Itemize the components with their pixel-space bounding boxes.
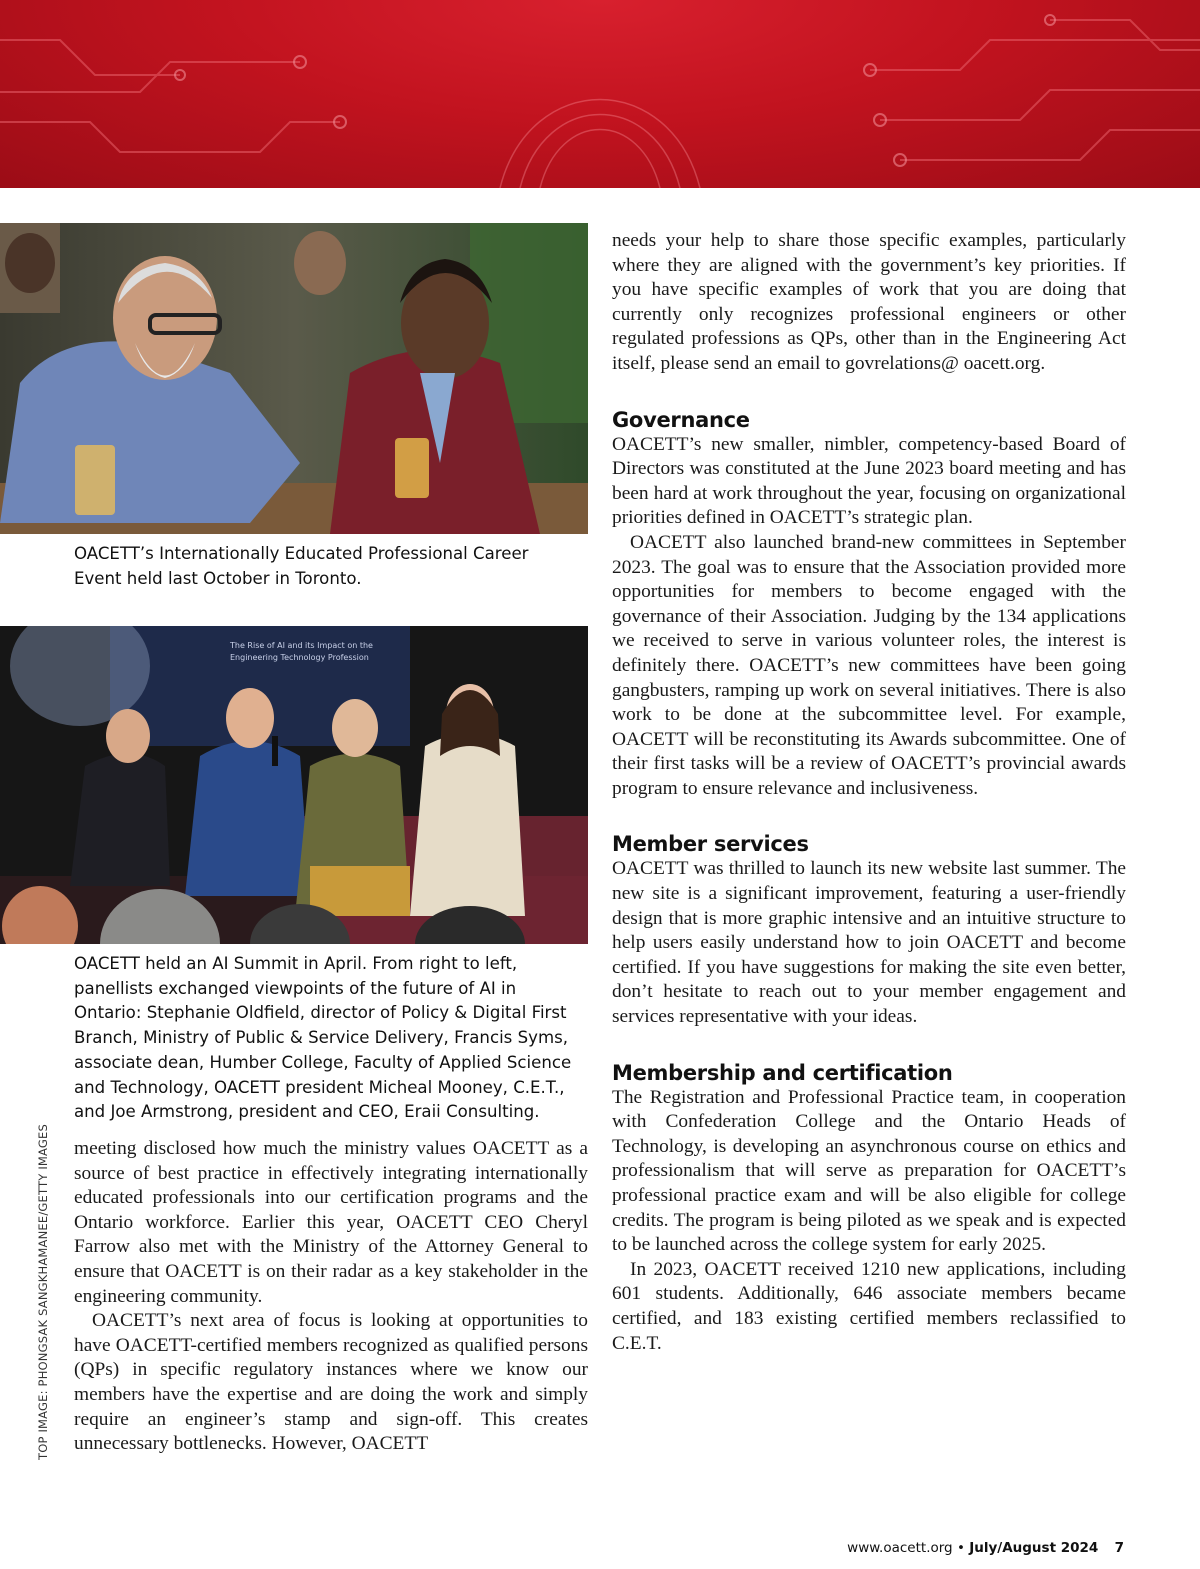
circuit-pattern-graphic bbox=[0, 0, 1200, 188]
career-event-caption: OACETT’s Internationally Educated Professional Career Event held last October in Toronto. bbox=[74, 544, 529, 588]
ai-summit-photo bbox=[0, 626, 588, 944]
photo-credit: TOP IMAGE: PHONGSAK SANGKHAMANEE/GETTY IMAGES bbox=[36, 1124, 50, 1460]
governance-paragraph-2: OACETT also launched brand-new committees in September 2023. The goal was to ensure that the Association provided more opportunities for members to become engaged with the governance of their Association. Judging by the 134 applications we received to serve in various volunteer roles, the interest is definitely there. OACETT’s new committees have been going gangbusters, ramping up work on several initiatives. There is also work to be done at the subcommittee level. For example, OACETT will be reconstituting its Awards subcommittee. One of their first tasks will be a review of OACETT’s provincial awards program to ensure relevance and inclusiveness. bbox=[612, 531, 1126, 799]
ai-summit-caption: OACETT held an AI Summit in April. From right to left, panellists exchanged viewpoints of the future of AI in Ontario: Stephanie Oldfield, director of Policy & Digital First Branch, Ministry of Public & Service Delivery, Francis Syms, associate dean, Humber College, Faculty of Applied Science and Technology, OACETT president Micheal Mooney, C.E.T., and Joe Armstrong, president and CEO, Eraii Consulting. bbox=[74, 954, 572, 1122]
right-intro-paragraph: needs your help to share those specific examples, particularly where they are aligned with the government’s key priorities. If you have specific examples of work that you are doing that currently only recognizes professional engineers or other regulated professions as QPs, other than in the Engineering Act itself, please send an email to govrelations@ oacett.org. bbox=[612, 230, 1126, 374]
member-services-heading: Member services bbox=[612, 832, 809, 857]
left-column-text bbox=[74, 1137, 588, 1457]
footer-separator: • bbox=[956, 1540, 965, 1556]
left-paragraph-2: OACETT’s next area of focus is looking at opportunities to have OACETT-certified members recognized as qualified persons (QPs) in specific regulatory instances where we know our members have the expertise and are doing the work and simply require an engineer’s stamp and sign-off. This creates unnecessary bottlenecks. However, OACETT bbox=[74, 1310, 588, 1455]
governance-heading: Governance bbox=[612, 407, 750, 432]
header-circuit-banner bbox=[0, 0, 1200, 188]
right-column-text bbox=[612, 229, 1126, 1356]
page-number: 7 bbox=[1114, 1540, 1124, 1556]
footer-issue: July/August 2024 bbox=[969, 1540, 1099, 1556]
membership-paragraph-1: The Registration and Professional Practice team, in cooperation with Confederation College and the Ontario Heads of Technology, is developing an asynchronous course on ethics and professionalism that will serve as preparation for OACETT’s professional practice exam and will be also eligible for college credits. The program is being piloted as we speak and is expected to be launched across the college system for early 2025. bbox=[612, 1086, 1126, 1256]
screen-title-line-2: Engineering Technology Profession bbox=[230, 653, 369, 662]
membership-certification-heading: Membership and certification bbox=[612, 1060, 953, 1085]
governance-paragraph-1: OACETT’s new smaller, nimbler, competency-based Board of Directors was constituted at the June 2023 board meeting and has been hard at work throughout the year, focusing on organizational priorities defined in OACETT’s strategic plan. bbox=[612, 433, 1126, 529]
career-event-photo bbox=[0, 223, 588, 534]
membership-paragraph-2: In 2023, OACETT received 1210 new applications, including 601 students. Additionally, 646 associate members became certified, and 183 existing certified members reclassified to C.E.T. bbox=[612, 1258, 1126, 1354]
member-services-paragraph: OACETT was thrilled to launch its new website last summer. The new site is a significant improvement, featuring a user-friendly design that is more graphic intensive and an intuitive structure to help users easily understand how to join OACETT and become certified. If you have suggestions for making the site even better, don’t hesitate to reach out to your member engagement and services representative with your ideas. bbox=[612, 858, 1126, 1028]
footer-website: www.oacett.org bbox=[847, 1540, 953, 1556]
screen-title-line-1: The Rise of AI and its Impact on the bbox=[230, 641, 373, 650]
left-paragraph-1: meeting disclosed how much the ministry values OACETT as a source of best practice in effectively integrating internationally educated professionals into our certification programs and the Ontario workforce. Earlier this year, OACETT CEO Cheryl Farrow also met with the Ministry of the Attorney General to ensure that OACETT is on their radar as a key stakeholder in the engineering community. bbox=[74, 1138, 588, 1307]
page-footer bbox=[847, 1540, 1124, 1556]
